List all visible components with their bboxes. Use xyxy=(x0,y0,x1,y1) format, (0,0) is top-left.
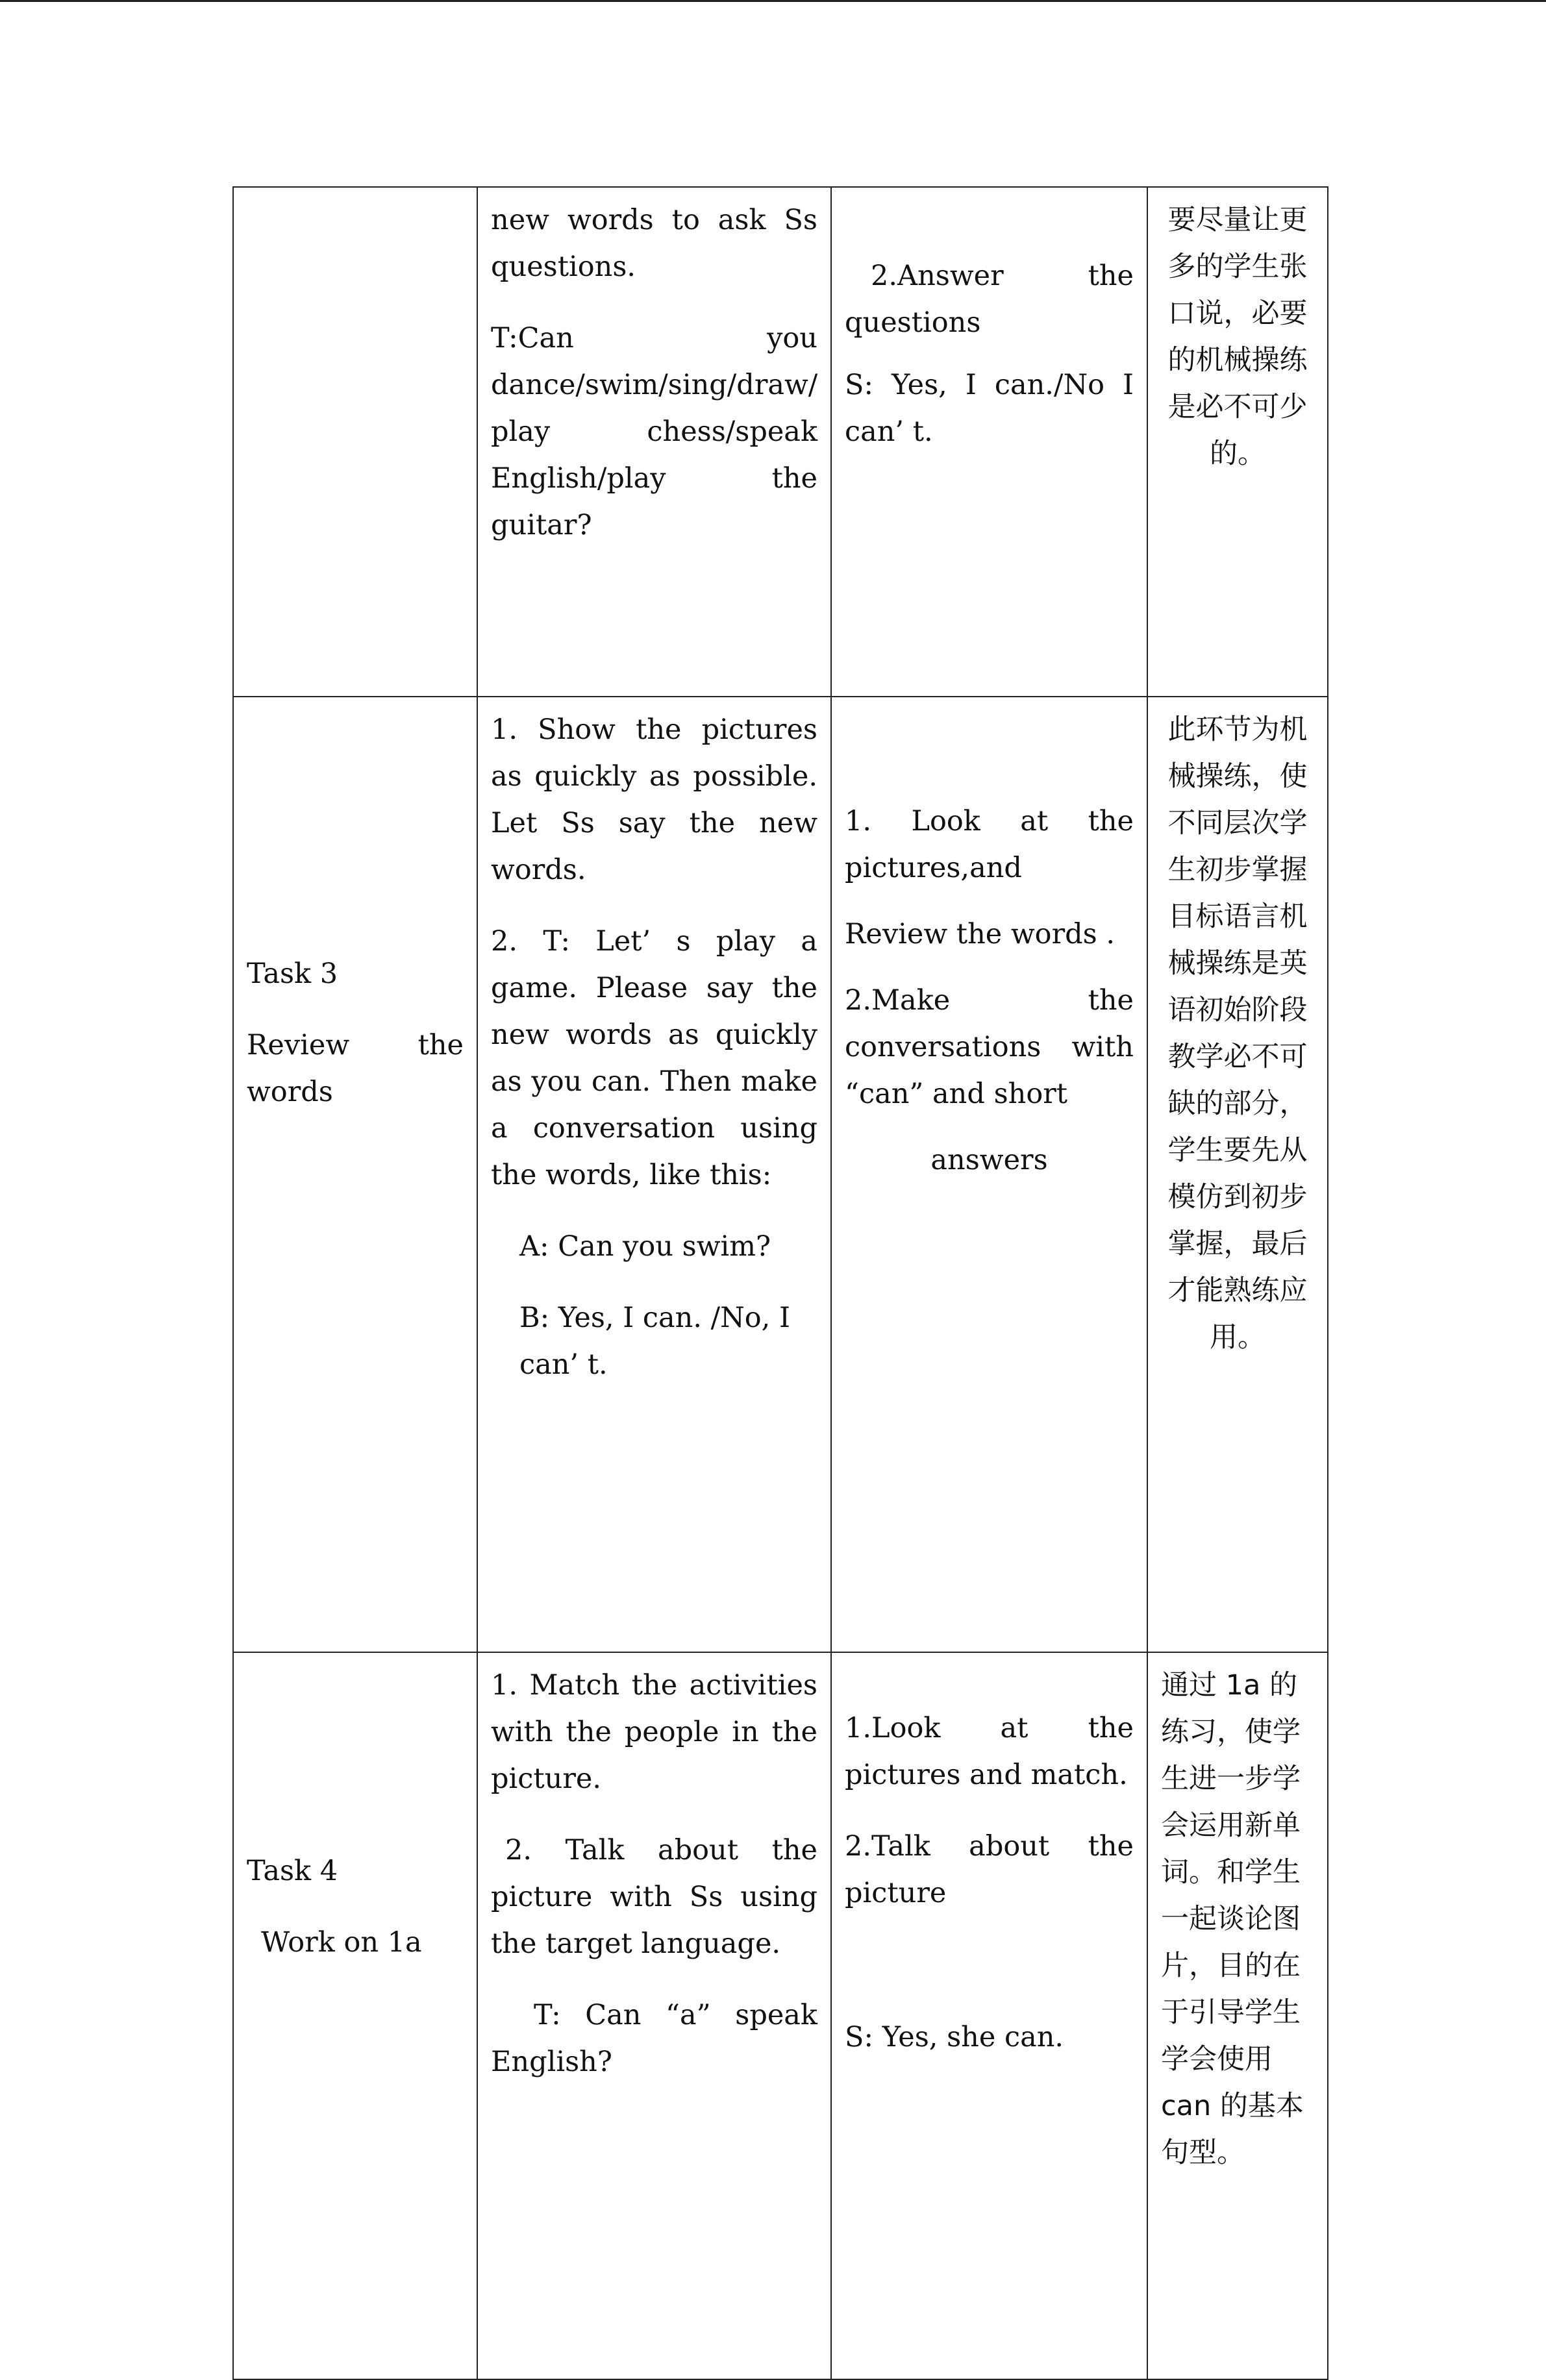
purpose-note-cell xyxy=(1147,697,1328,1652)
student-text: 2.Talk about the picture xyxy=(845,1830,1134,1909)
student-text: answers xyxy=(930,1144,1048,1176)
student-activity-cell xyxy=(831,697,1147,1652)
table-row xyxy=(233,697,1328,1652)
teacher-text: new words to ask Ss questions. xyxy=(491,204,817,283)
teacher-text: B: Yes, I can. /No, I can’ t. xyxy=(519,1302,790,1381)
teacher-activity-cell xyxy=(477,1652,831,2379)
teacher-text: T:Can you dance/swim/sing/draw/ play chess/speak English/play the guitar? xyxy=(491,322,818,541)
task-cell xyxy=(233,1652,477,2379)
student-text: 1. Look at the pictures,and xyxy=(845,805,1134,884)
teacher-text: 1. Show the pictures as quickly as possible. Let Ss say the new words. xyxy=(491,713,817,886)
table-row xyxy=(233,187,1328,697)
purpose-note: 要尽量让更多的学生张口说，必要的机械操练是必不可少的。 xyxy=(1167,204,1308,470)
task-cell xyxy=(233,187,477,697)
lesson-plan-table xyxy=(232,186,1328,2380)
teacher-text: A: Can you swim? xyxy=(519,1230,771,1263)
purpose-note-cell xyxy=(1147,187,1328,697)
purpose-note-cell xyxy=(1147,1652,1328,2379)
task-number: Task 3 xyxy=(247,958,338,990)
teacher-activity-cell xyxy=(477,187,831,697)
student-text: 1.Look at the pictures and match. xyxy=(845,1712,1134,1791)
teacher-activity-cell xyxy=(477,697,831,1652)
purpose-note: 此环节为机械操练，使不同层次学生初步掌握目标语言机械操练是英语初始阶段教学必不可缺的部分，学生要先从模仿到初步掌握，最后才能熟练应用。 xyxy=(1167,713,1308,1354)
purpose-note: 通过 1a 的练习，使学生进一步学会运用新单词。和学生一起谈论图片，目的在于引导学生学会使用 can 的基本句型。 xyxy=(1161,1669,1304,2169)
student-text: 2.Answer the questions xyxy=(845,260,1134,339)
task-number: Task 4 xyxy=(247,1855,338,1887)
top-border-line xyxy=(0,0,1546,2)
table-row xyxy=(233,1652,1328,2379)
student-text: S: Yes, she can. xyxy=(845,2021,1064,2053)
student-text: S: Yes, I can./No I can’ t. xyxy=(845,369,1134,448)
task-title: Review the words xyxy=(247,1029,464,1108)
task-title: Work on 1a xyxy=(261,1926,422,1959)
student-text: Review the words . xyxy=(845,918,1116,950)
teacher-text: 1. Match the activities with the people in the picture. xyxy=(491,1669,817,1795)
task-cell xyxy=(233,697,477,1652)
teacher-text: 2. Talk about the picture with Ss using the target language. xyxy=(491,1834,817,1960)
student-activity-cell xyxy=(831,1652,1147,2379)
student-text: 2.Make the conversations with “can” and short xyxy=(845,984,1134,1110)
teacher-text: T: Can “a” speak English? xyxy=(491,1999,817,2078)
student-activity-cell xyxy=(831,187,1147,697)
teacher-text: 2. T: Let’ s play a game. Please say the new words as quickly as you can. Then make a conversation using the words, like this: xyxy=(491,925,817,1191)
